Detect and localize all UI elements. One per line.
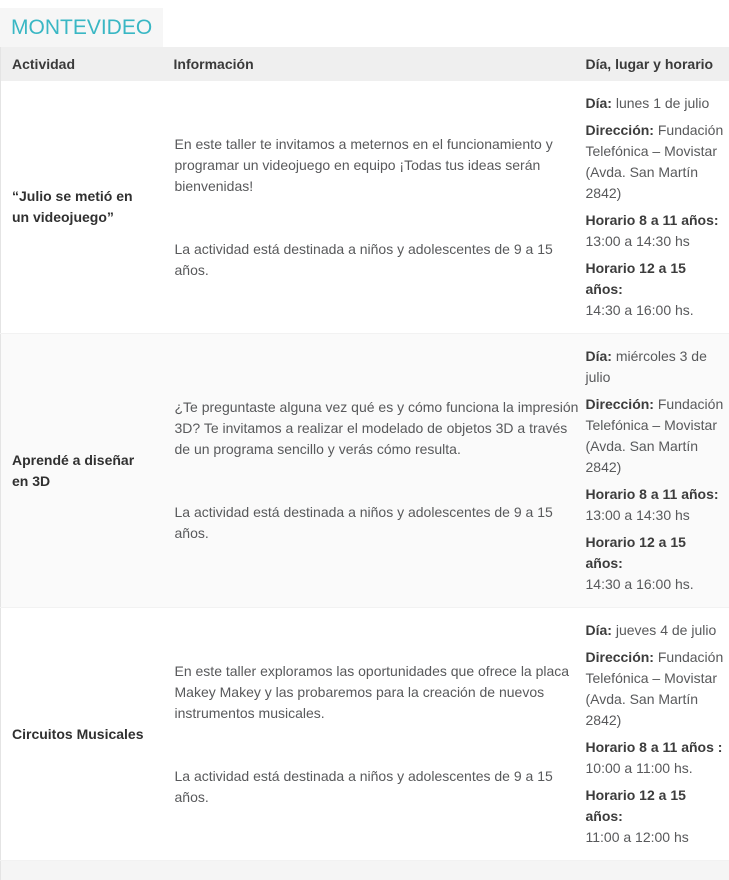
activity-name: Aprendé a diseñar en 3D [1,334,174,608]
table-row-partial [1,861,729,880]
table-row [1,81,729,334]
schedule-time-1 [586,484,727,526]
activity-schedule [586,81,729,334]
schedule-address [586,647,727,731]
schedule-time-1 [586,210,727,252]
tab-bar [0,8,729,47]
info-audience: La actividad está destinada a niños y adolescentes de 9 a 15 años. [175,766,580,808]
activity-schedule [586,608,729,861]
info-audience: La actividad está destinada a niños y adolescentes de 9 a 15 años. [175,239,580,281]
time-2-label: Horario 12 a 15 años: [586,260,686,297]
time-2-label: Horario 12 a 15 años: [586,534,686,571]
schedule-time-2 [586,258,727,321]
day-value: jueves 4 de julio [612,622,716,638]
address-label: Dirección: [586,396,654,412]
tab-montevideo[interactable]: MONTEVIDEO [0,8,163,47]
activity-name: “Julio se metió en un videojuego” [1,81,174,334]
schedule-time-2 [586,532,727,595]
day-label: Día: [586,622,612,638]
column-header-informacion: Información [174,47,586,81]
schedule-time-1 [586,737,727,779]
column-header-dia-lugar-horario: Día, lugar y horario [586,47,729,81]
table-row [1,608,729,861]
schedule-time-2 [586,785,727,848]
activity-info [174,608,586,861]
day-label: Día: [586,95,612,111]
table-header-row [1,47,729,81]
time-1-value: 13:00 a 14:30 hs [586,233,690,249]
day-label: Día: [586,348,612,364]
time-1-label: Horario 8 a 11 años : [586,739,723,755]
day-value: lunes 1 de julio [612,95,709,111]
time-1-value: 10:00 a 11:00 hs. [586,760,693,776]
info-description: En este taller exploramos las oportunidades que ofrece la placa Makey Makey y las probaremos para la creación de nuevos instrumentos musicales. [175,661,580,724]
info-description: ¿Te preguntaste alguna vez qué es y cómo funciona la impresión 3D? Te invitamos a realizar el modelado de objetos 3D a través de un programa sencillo y verás cómo resulta. [175,397,580,460]
time-1-label: Horario 8 a 11 años: [586,486,719,502]
time-2-value: 14:30 a 16:00 hs. [586,302,694,318]
time-2-value: 14:30 a 16:00 hs. [586,576,694,592]
time-1-value: 13:00 a 14:30 hs [586,507,690,523]
schedule-day [586,93,727,114]
day-value: miércoles 3 de julio [586,348,707,385]
column-header-actividad: Actividad [1,47,174,81]
info-audience: La actividad está destinada a niños y adolescentes de 9 a 15 años. [175,502,580,544]
schedule-day [586,620,727,641]
time-2-value: 11:00 a 12:00 hs [586,829,689,845]
activity-schedule [586,334,729,608]
address-value: Fundación Telefónica – Movistar (Avda. San Martín 2842) [586,649,724,728]
info-description: En este taller te invitamos a meternos en el funcionamiento y programar un videojuego en equipo ¡Todas tus ideas serán bienvenidas! [175,134,580,197]
schedule-address [586,394,727,478]
address-value: Fundación Telefónica – Movistar (Avda. San Martín 2842) [586,396,724,475]
activity-name: Circuitos Musicales [1,608,174,861]
partial-row-strip [1,861,729,880]
schedule-day [586,346,727,388]
time-2-label: Horario 12 a 15 años: [586,787,686,824]
address-label: Dirección: [586,649,654,665]
schedule-table [0,47,729,880]
address-label: Dirección: [586,122,654,138]
activity-info [174,81,586,334]
activity-info [174,334,586,608]
schedule-address [586,120,727,204]
table-row [1,334,729,608]
address-value: Fundación Telefónica – Movistar (Avda. San Martín 2842) [586,122,724,201]
time-1-label: Horario 8 a 11 años: [586,212,719,228]
